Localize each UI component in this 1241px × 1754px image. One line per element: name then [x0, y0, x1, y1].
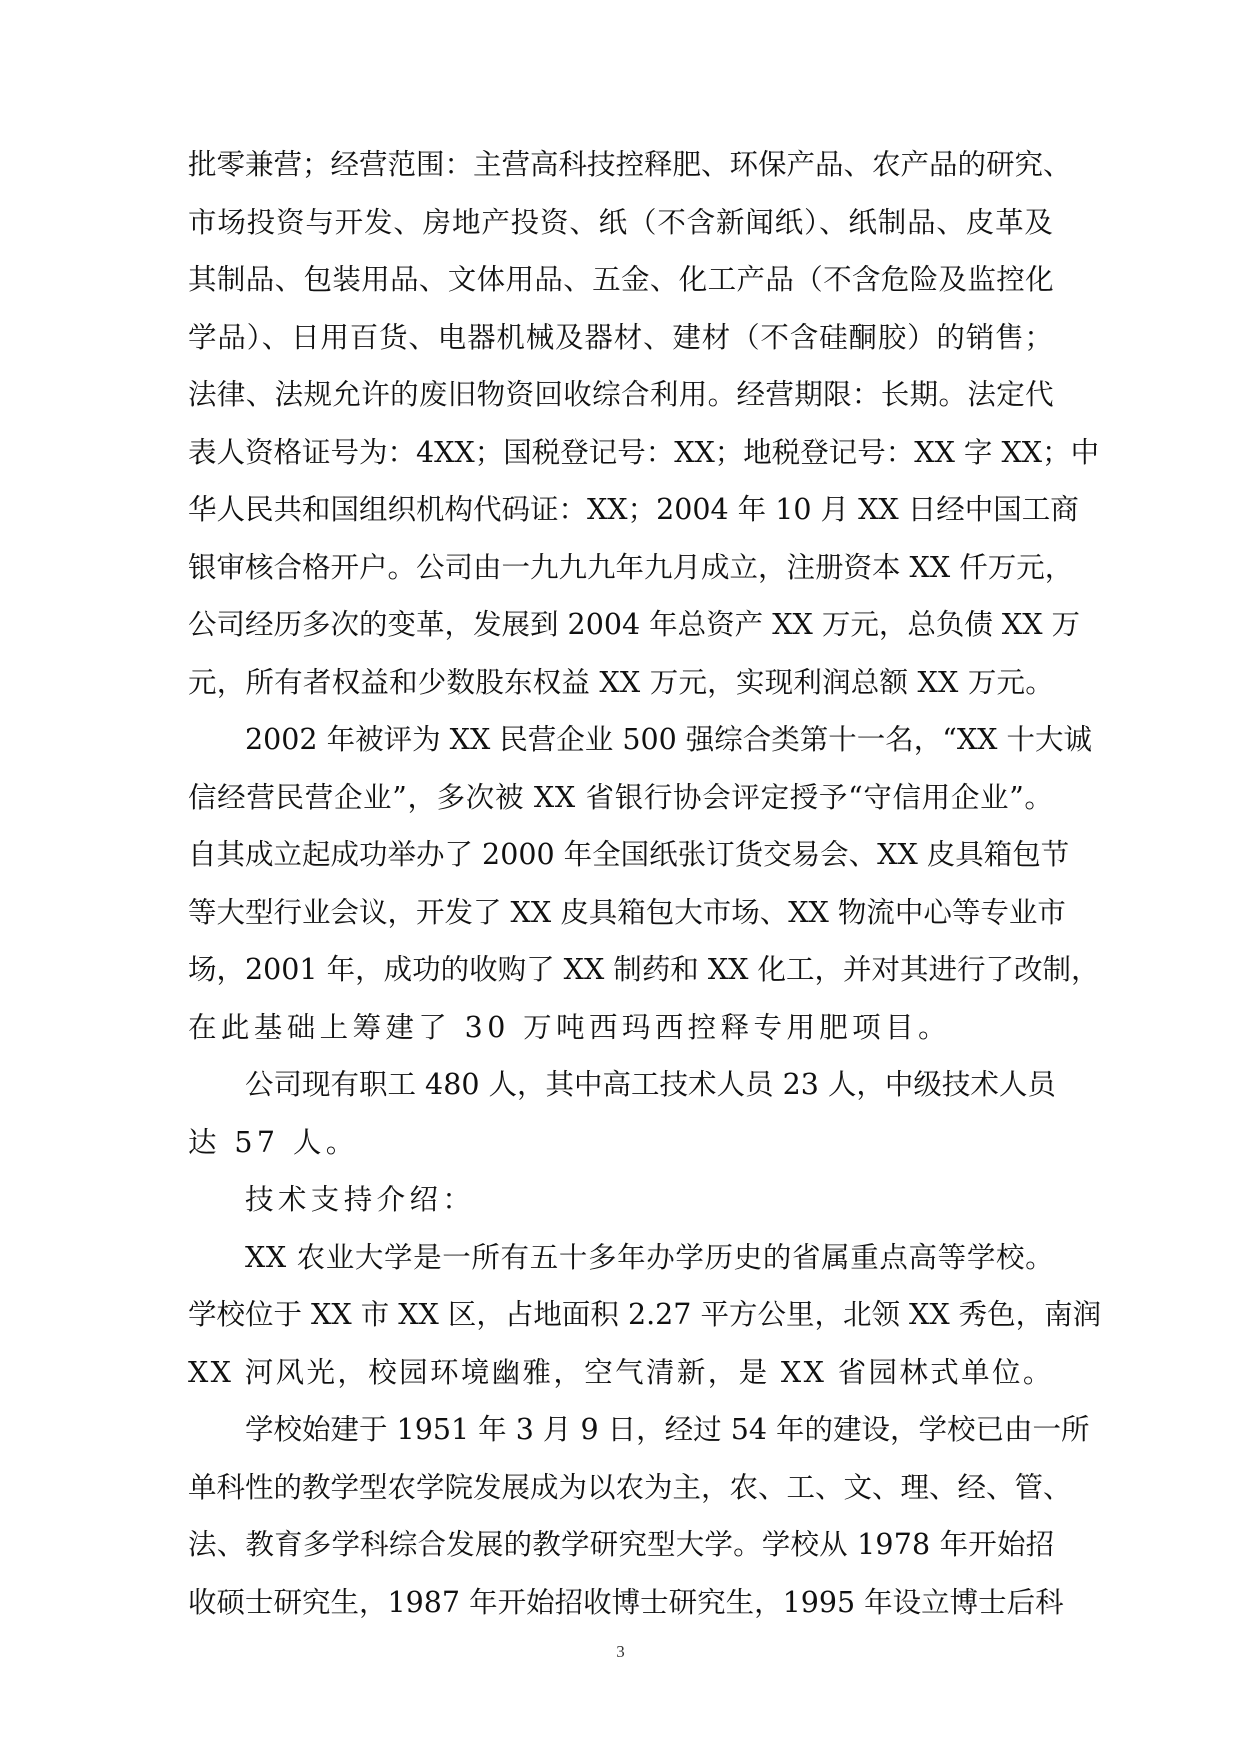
text-line: 信经营民营企业”，多次被 XX 省银行协会评定授予“守信用企业”。 [188, 780, 1054, 814]
text-line: 单科性的教学型农学院发展成为以农为主，农、工、文、理、经、管、 [188, 1470, 1072, 1504]
text-line: 等大型行业会议，开发了 XX 皮具箱包大市场、XX 物流中心等专业市 [188, 895, 1066, 929]
text-line: 公司现有职工 480 人，其中高工技术人员 23 人，中级技术人员 [245, 1068, 1056, 1101]
text-line: 学校始建于 1951 年 3 月 9 日，经过 54 年的建设，学校已由一所 [245, 1413, 1090, 1446]
text-line: 元，所有者权益和少数股东权益 XX 万元，实现利润总额 XX 万元。 [188, 665, 1054, 699]
text-line: XX 河风光，校园环境幽雅，空气清新，是 XX 省园林式单位。 [188, 1355, 1054, 1389]
text-line: 场，2001 年，成功的收购了 XX 制药和 XX 化工，并对其进行了改制， [188, 953, 1100, 986]
document-body [188, 136, 1102, 1631]
text-line: 技术支持介绍： [245, 1183, 476, 1216]
text-line: 其制品、包装用品、文体用品、五金、化工产品（不含危险及监控化 [188, 263, 1055, 296]
text-line: 达 57 人。 [188, 1125, 359, 1159]
page-number: 3 [616, 1642, 625, 1661]
text-line: 法、教育多学科综合发展的教学研究型大学。学校从 1978 年开始招 [188, 1528, 1055, 1561]
text-line: 在此基础上筹建了 30 万吨西玛西控释专用肥项目。 [188, 1010, 951, 1044]
text-line: 市场投资与开发、房地产投资、纸（不含新闻纸）、纸制品、皮革及 [188, 205, 1054, 239]
text-line: 批零兼营；经营范围：主营高科技控释肥、环保产品、农产品的研究、 [188, 148, 1072, 181]
text-line: 公司经历多次的变革，发展到 2004 年总资产 XX 万元，总负债 XX 万 [188, 608, 1081, 641]
text-line: 学校位于 XX 市 XX 区，占地面积 2.27 平方公里，北领 XX 秀色，南润 [188, 1298, 1102, 1331]
text-line: 银审核合格开户。公司由一九九九年九月成立，注册资本 XX 仟万元， [188, 550, 1074, 584]
text-line: 收硕士研究生，1987 年开始招收博士研究生，1995 年设立博士后科 [188, 1585, 1064, 1619]
text-line: 法律、法规允许的废旧物资回收综合利用。经营期限：长期。法定代 [188, 378, 1055, 411]
text-line: 自其成立起成功举办了 2000 年全国纸张订货交易会、XX 皮具箱包节 [188, 838, 1070, 871]
text-line: 表人资格证号为：4XX；国税登记号：XX；地税登记号：XX 字 XX；中 [188, 435, 1100, 469]
text-line: 学品）、日用百货、电器机械及器材、建材（不含硅酮胶）的销售； [188, 320, 1054, 354]
text-line: 2002 年被评为 XX 民营企业 500 强综合类第十一名，“XX 十大诚 [245, 723, 1093, 756]
text-line: 华人民共和国组织机构代码证：XX；2004 年 10 月 XX 日经中国工商 [188, 493, 1079, 526]
text-line: XX 农业大学是一所有五十多年办学历史的省属重点高等学校。 [245, 1240, 1055, 1274]
